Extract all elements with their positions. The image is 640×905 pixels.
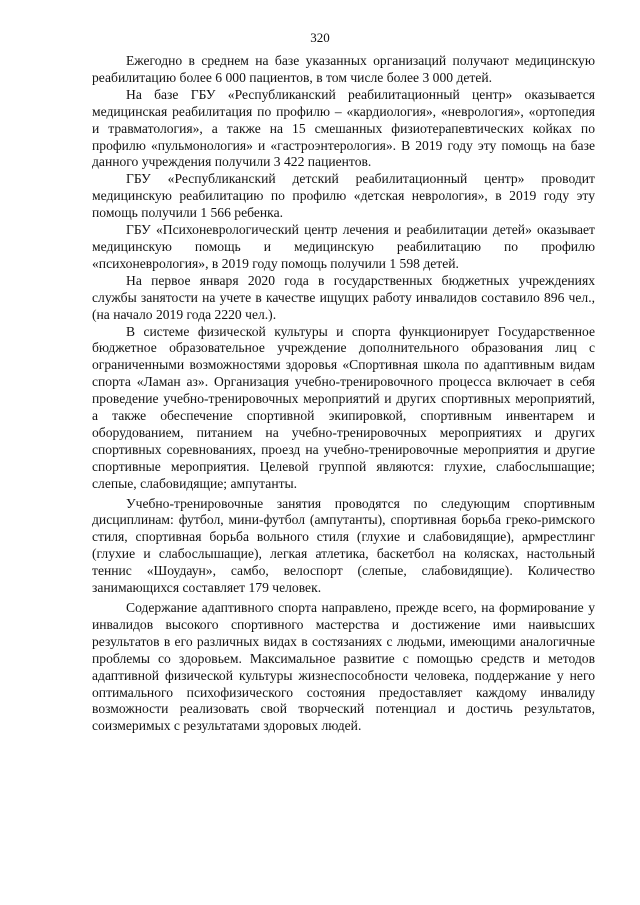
paragraph-republican-rehab-center: На базе ГБУ «Республиканский реабилитационный центр» оказывается медицинская реабилитация по профилю – «кардиология», «неврология», «ортопедия и травматология», а также на 15 смешанных физиотерапевтических койках по профилю «пульмонология» и «гастроэнтерология». В 2019 году эту помощь на базе данного учреждения получили 3 422 пациентов. xyxy=(92,86,595,170)
paragraph-training-disciplines: Учебно-тренировочные занятия проводятся по следующим спортивным дисциплинам: футбол, мини-футбол (ампутанты), спортивная борьба греко-римского стиля, спортивная борьба вольного стиля (глухие и слабовидящие), армрестлинг (глухие и слабослышащие), легкая атлетика, баскетбол на колясках, настольный теннис «Шоудаун», самбо, велоспорт (слепые, слабовидящие). Количество занимающихся составляет 179 человек. xyxy=(92,495,595,596)
paragraph-annual-rehabilitation: Ежегодно в среднем на базе указанных организаций получают медицинскую реабилитацию более 6 000 пациентов, в том числе более 3 000 детей. xyxy=(92,53,595,85)
paragraph-adaptive-sports-school: В системе физической культуры и спорта функционирует Государственное бюджетное образовательное учреждение дополнительного образования лиц с ограниченными возможностями здоровья «Спортивная школа по адаптивным видам спорта «Ламан аз». Организация учебно-тренировочного процесса включает в себя проведение учебно-тренировочных мероприятий и других спортивных мероприятий, а также обеспечение спортивной экипировкой, спортивным инвентарем и оборудованием, питанием на учебно-тренировочных мероприятиях и других спортивных соревнованиях, проезд на учебно-тренировочные мероприятия и другие спортивные мероприятия. Целевой группой являются: глухие, слабослышащие; слепые, слабовидящие; ампутанты. xyxy=(92,323,595,491)
page-number: 320 xyxy=(310,30,330,45)
paragraph-psychoneurology-center: ГБУ «Психоневрологический центр лечения и реабилитации детей» оказывает медицинскую помощь и медицинскую реабилитацию по профилю «психоневрология», в 2019 году помощь получили 1 598 детей. xyxy=(92,222,595,271)
paragraph-adaptive-sport-goals: Содержание адаптивного спорта направлено, прежде всего, на формирование у инвалидов высокого спортивного мастерства и достижение ими наивысших результатов в его различных видах в состязаниях с людьми, имеющими аналогичные проблемы со здоровьем. Максимальное развитие с помощью средств и методов адаптивной физической культуры жизнеспособности человека, поддержание у него оптимального психофизического состояния предоставляет каждому инвалиду возможности реализовать свой творческий потенциал и достичь результатов, соизмеримых с результатами здоровых людей. xyxy=(92,600,595,734)
paragraph-children-rehab-center: ГБУ «Республиканский детский реабилитационный центр» проводит медицинскую реабилитацию по профилю «детская неврология», в 2019 году эту помощь получили 1 566 ребенка. xyxy=(92,171,595,221)
paragraph-employment-service: На первое января 2020 года в государственных бюджетных учреждениях службы занятости на учете в качестве ищущих работу инвалидов составило 896 чел., (на начало 2019 года 2220 чел.). xyxy=(92,272,595,322)
document-body xyxy=(92,53,595,735)
